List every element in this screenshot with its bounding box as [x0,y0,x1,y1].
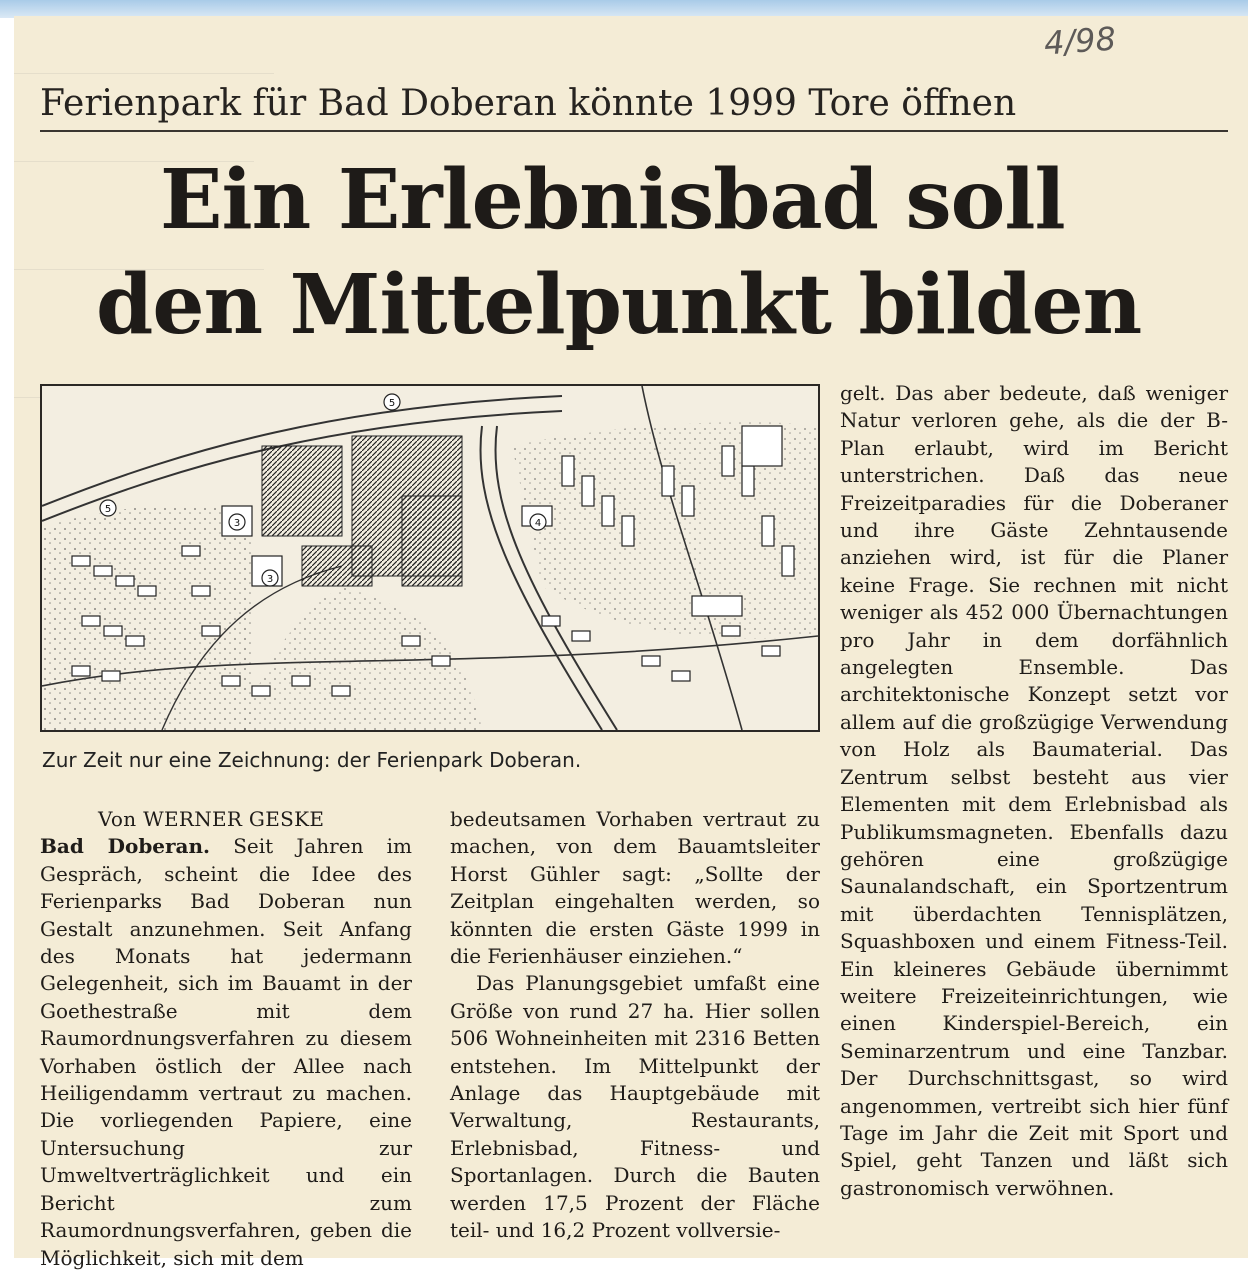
plan-marker: 5 [388,398,396,409]
column-2-paragraph-2: Das Planungsgebiet umfaßt eine Größe von rund 27 ha. Hier sollen 506 Wohneinheiten mit 2316 Betten entstehen. Im Mittelpunkt der Anlage das Hauptgebäude mit Verwaltung, Restaurants, Erlebnisbad, Fitness- und Sportanlagen. Durch die Bauten werden 17,5 Prozent der Fläche teil- und 16,2 Prozent vollversie- [450,971,820,1243]
main-headline [96,148,1196,358]
column-3-text: gelt. Das aber bedeute, daß weniger Natur verloren gehe, als die der B-Plan erlaubt, wird im Bericht unterstrichen. Daß das neue Freizeitparadies für die Doberaner und ihre Gäste Zehntausende anziehen wird, ist für die Planer keine Frage. Sie rechnen mit nicht weniger als 452 000 Übernachtungen pro Jahr in dem dorfähnlich angelegten Ensemble. Das architektonische Konzept setzt vor allem auf die großzügige Verwendung von Holz als Baumaterial. Das Zentrum selbst besteht aus vier Elementen mit dem Erlebnisbad als Publikumsmagneten. Ebenfalls dazu gehören eine großzügige Saunalandschaft, ein Sportzentrum mit überdachten Tennisplätzen, Squashboxen und einem Fitness-Teil. Ein kleineres Gebäude übernimmt weitere Freizeiteinrichtungen, wie einen Kinderspiel-Bereich, ein Seminarzentrum und eine Tanzbar. Der Durchschnittsgast, so wird angenommen, vertreibt sich hier fünf Tage im Jahr die Zeit mit Sport und Spiel, geht Tanzen und läßt sich gastronomisch verwöhnen. [840,381,1228,1200]
article-column-2 [450,806,820,1245]
dateline: Bad Doberan. [40,834,211,859]
byline: Von WERNER GESKE [98,807,325,831]
plan-marker: 4 [534,518,542,529]
image-caption: Zur Zeit nur eine Zeichnung: der Ferienpark Doberan. [42,748,582,772]
plan-marker: 5 [104,504,112,515]
headline-line-1: Ein Erlebnisbad soll [160,152,1065,248]
article-column-1 [40,806,412,1272]
kicker-headline: Ferienpark für Bad Doberan könnte 1999 Tore öffnen [40,83,1017,124]
plan-marker: 3 [233,518,241,529]
site-plan-svg [42,386,818,730]
headline-line-2: den Mittelpunkt bilden [96,257,1142,353]
handwritten-date-note: 4/98 [1042,19,1118,63]
headline-rule [40,130,1228,132]
column-2-paragraph-1: bedeutsamen Vorhaben vertraut zu machen, von dem Bauamtsleiter Horst Gühler sagt: „Sollte der Zeitplan eingehalten werden, so könnten die ersten Gäste 1999 in die Ferienhäuser einziehen.“ [450,807,820,969]
article-column-3 [840,380,1228,1202]
lead-paragraph [40,833,412,1272]
plan-marker: 3 [266,574,274,585]
column-1-text: Seit Jahren im Gespräch, scheint die Idee des Ferienparks Bad Doberan nun Gestalt anzunehmen. Seit Anfang des Monats hat jedermann Gelegenheit, sich im Bauamt in der Goethestraße mit dem Raumordnungsverfahren zu diesem Vorhaben östlich der Allee nach Heiligendamm vertraut zu machen. Die vorliegenden Papiere, eine Untersuchung zur Umweltverträglichkeit und ein Bericht zum Raumordnungsverfahren, geben die Möglichkeit, sich mit dem [40,834,412,1270]
scan-left-edge [0,18,14,1258]
site-plan-drawing [40,384,820,732]
